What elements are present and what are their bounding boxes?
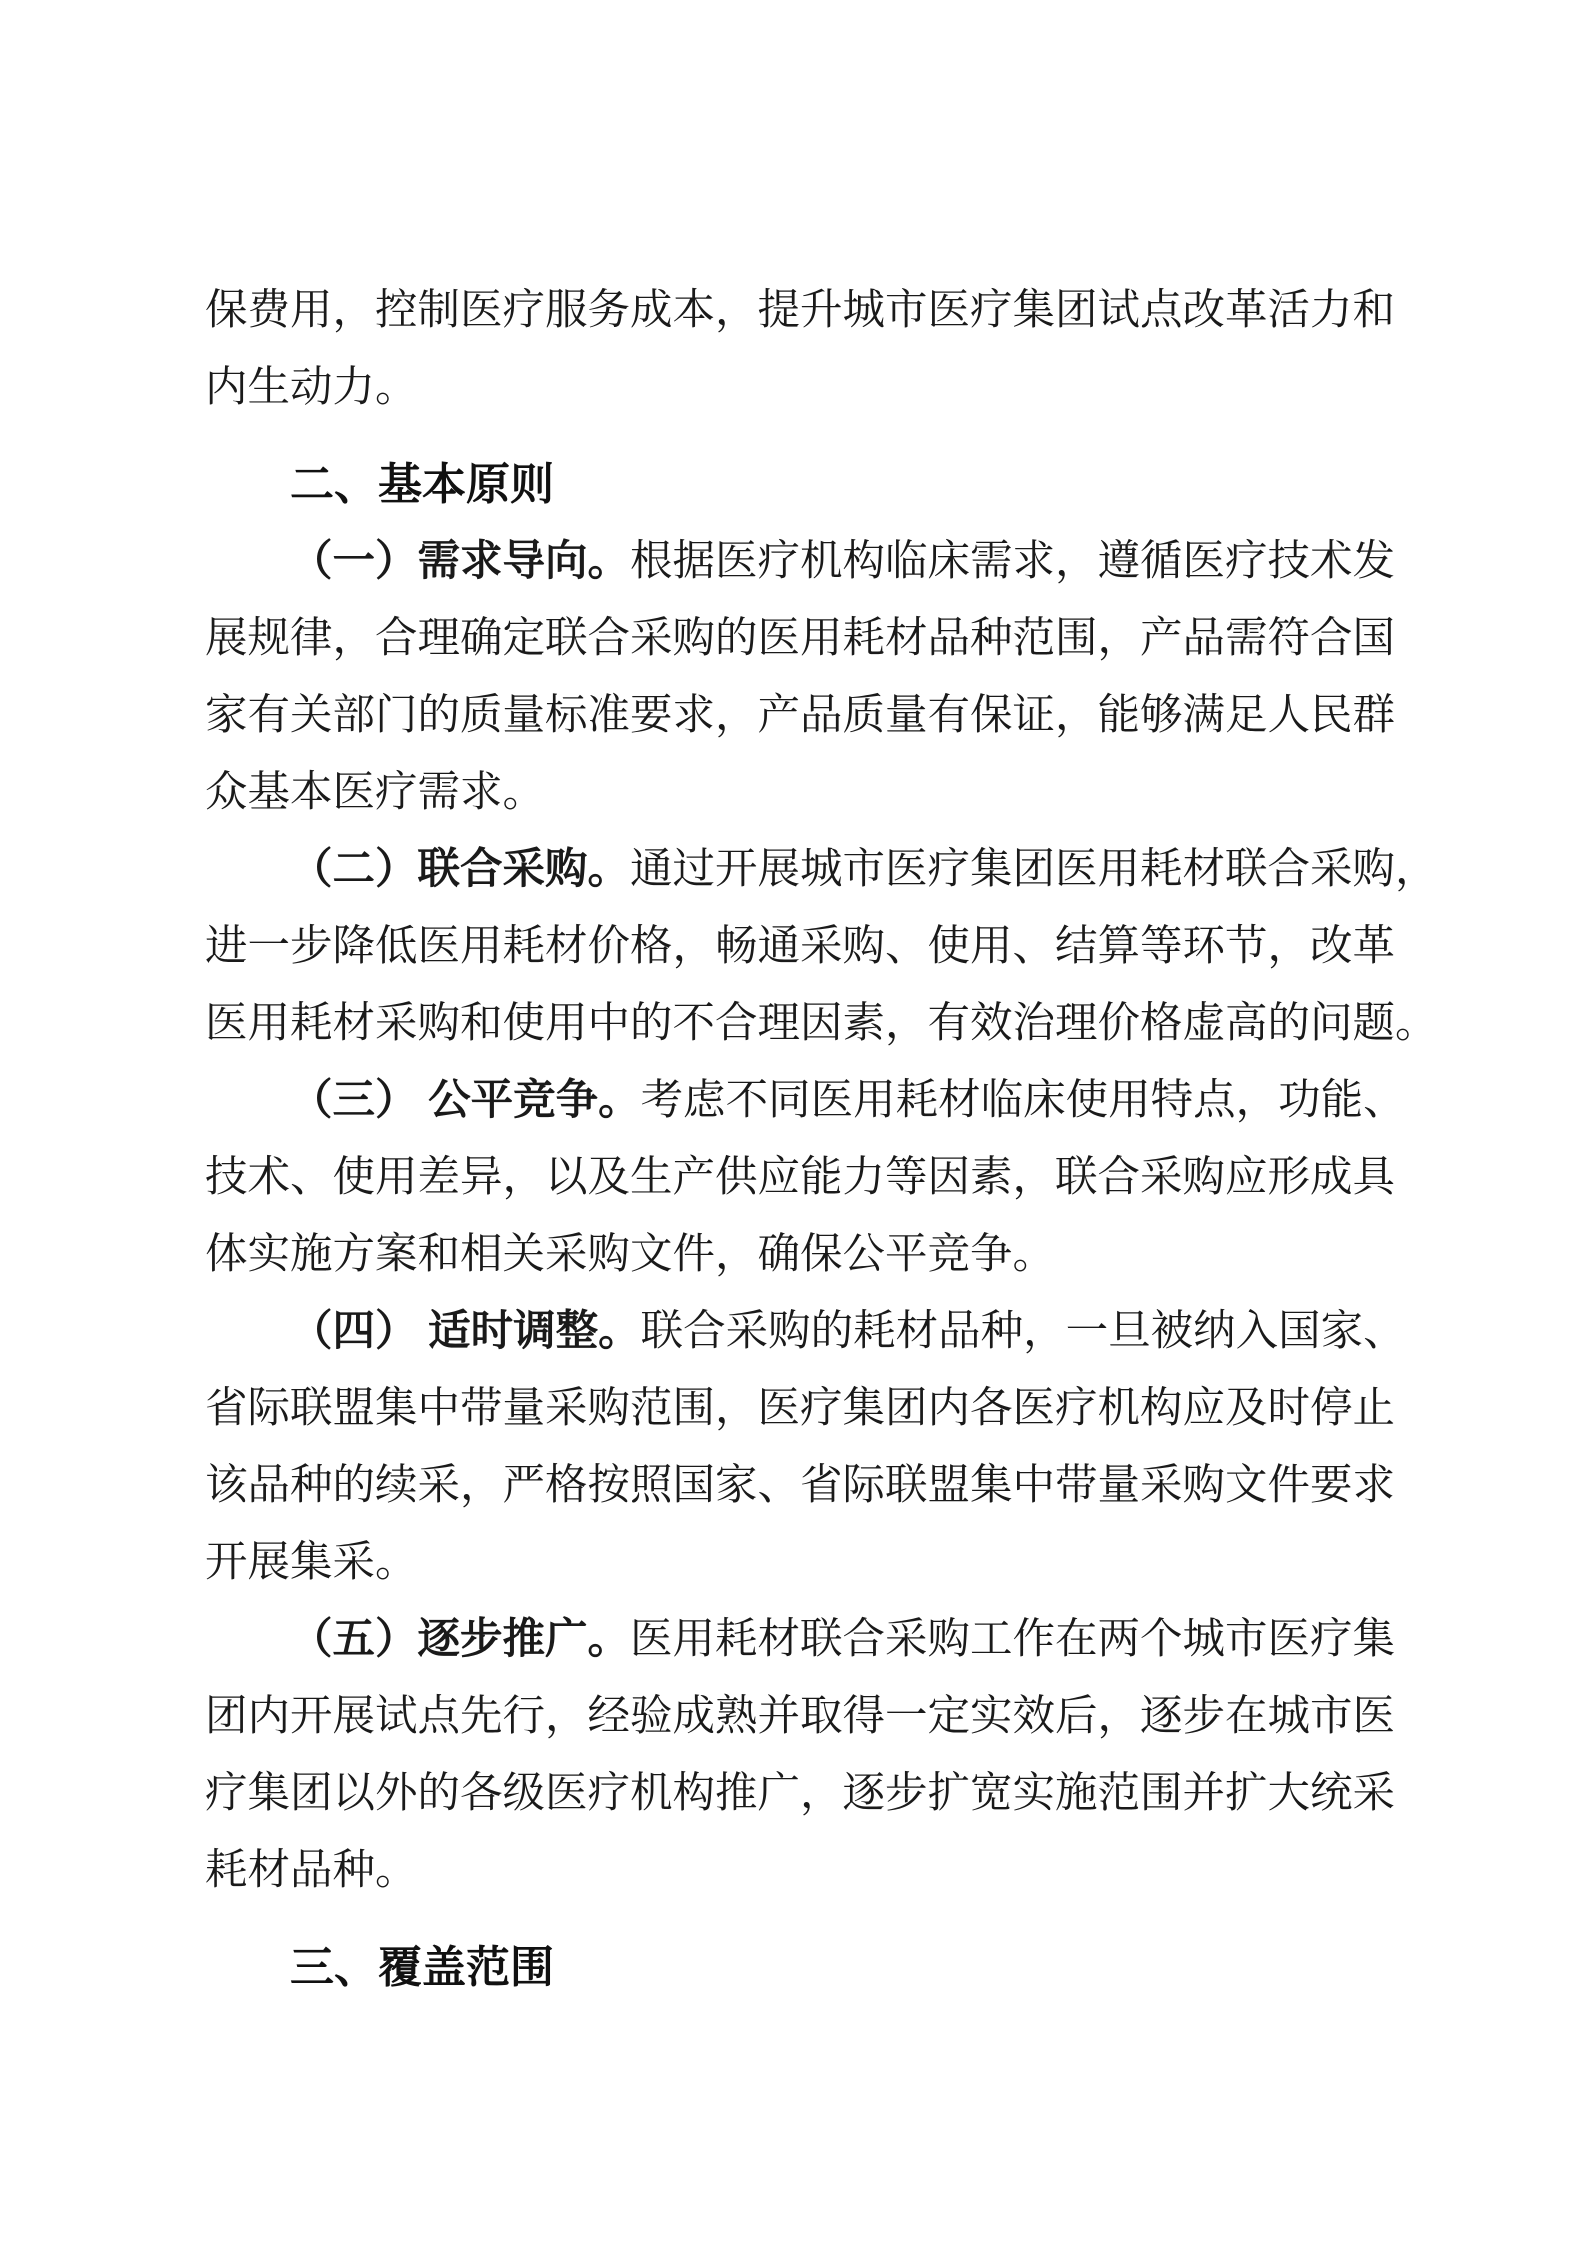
text-run: 体实施方案和相关采购文件，确保公平竞争。 [205,1231,1056,1278]
text-run: 家有关部门的质量标准要求，产品质量有保证，能够满足人民群 [205,692,1396,739]
clause-lead: （五）逐步推广。 [290,1616,631,1663]
text-line [205,908,1395,985]
text-run: 内生动力。 [205,364,418,411]
paragraph [205,272,1395,426]
clause-lead: （一）需求导向。 [290,538,631,585]
text-line [205,600,1395,677]
text-run: 联合采购的耗材品种，一旦被纳入国家、 [640,1308,1406,1355]
clause-lead: （三） 公平竞争。 [290,1077,641,1124]
text-line [205,1678,1395,1755]
text-line [205,1447,1395,1524]
paragraph [205,1601,1395,1909]
text-run: 省际联盟集中带量采购范围，医疗集团内各医疗机构应及时停止 [205,1385,1396,1432]
text-run: 展规律，合理确定联合采购的医用耗材品种范围，产品需符合国 [205,615,1396,662]
text-line [205,1139,1395,1216]
text-run: 根据医疗机构临床需求，遵循医疗技术发 [630,538,1396,585]
text-run: 开展集采。 [205,1539,418,1586]
text-run: 众基本医疗需求。 [205,769,546,816]
text-line [205,754,1395,831]
text-line [205,985,1438,1062]
text-run: 考虑不同医用耗材临床使用特点，功能、 [640,1077,1406,1124]
section-heading: 二、基本原则 [290,460,554,509]
text-run: 该品种的续采，严格按照国家、省际联盟集中带量采购文件要求 [205,1462,1396,1509]
text-line [205,831,1438,908]
text-run: 进一步降低医用耗材价格，畅通采购、使用、结算等环节，改革 [205,923,1396,970]
paragraph [205,831,1438,1062]
text-line [205,523,1395,600]
paragraph [205,1062,1406,1293]
clause-lead: （四） 适时调整。 [290,1308,641,1355]
text-run: 保费用，控制医疗服务成本，提升城市医疗集团试点改革活力和 [205,287,1396,334]
text-run: 医用耗材联合采购工作在两个城市医疗集 [630,1616,1396,1663]
text-line [205,349,1395,426]
text-line [205,1293,1406,1370]
paragraph [205,523,1395,831]
text-line [205,1062,1406,1139]
text-run: 通过开展城市医疗集团医用耗材联合采购， [630,846,1438,893]
section-heading: 三、覆盖范围 [290,1943,554,1992]
text-run: 团内开展试点先行，经验成熟并取得一定实效后，逐步在城市医 [205,1693,1396,1740]
paragraph [205,1293,1406,1601]
text-line [205,1832,1395,1909]
text-line [205,1370,1395,1447]
text-line [205,677,1395,754]
text-line [205,1601,1395,1678]
text-run: 医用耗材采购和使用中的不合理因素，有效治理价格虚高的问题。 [205,1000,1438,1047]
clause-lead: （二）联合采购。 [290,846,631,893]
text-line [205,272,1395,349]
text-run: 技术、使用差异，以及生产供应能力等因素，联合采购应形成具 [205,1154,1396,1201]
text-run: 耗材品种。 [205,1847,418,1894]
text-line [205,1755,1395,1832]
text-line [205,1216,1395,1293]
text-run: 疗集团以外的各级医疗机构推广，逐步扩宽实施范围并扩大统采 [205,1770,1396,1817]
text-line [205,1524,1395,1601]
